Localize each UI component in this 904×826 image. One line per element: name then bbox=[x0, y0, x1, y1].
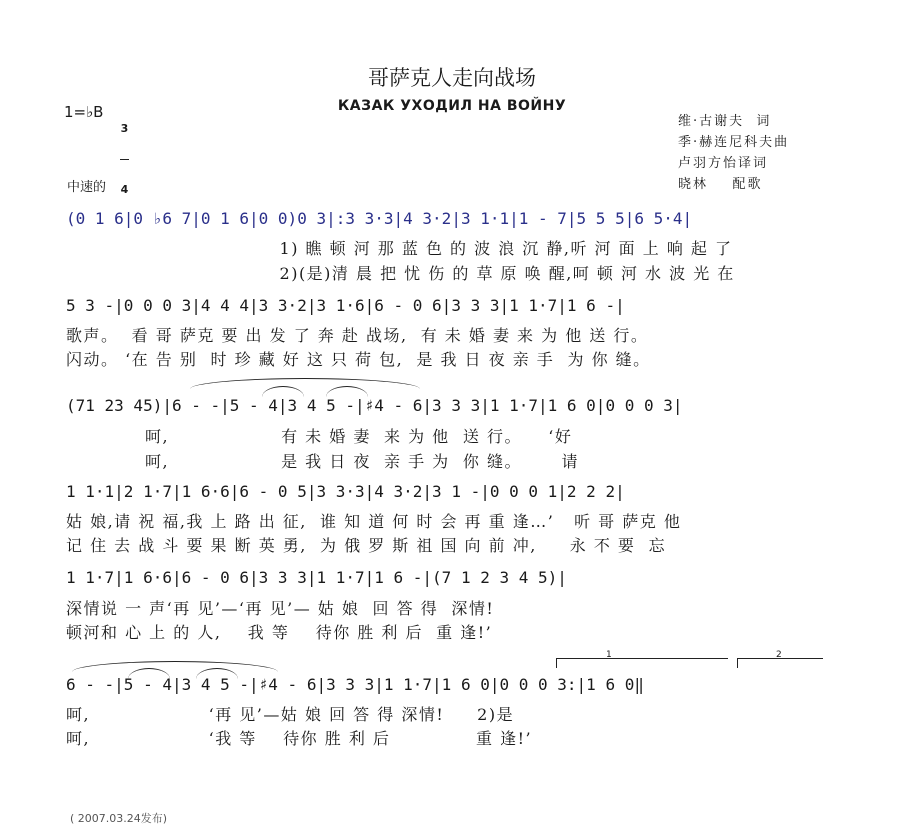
lyric-line-2-verse-2: 闪动。 ‘在 告 别 时 珍 藏 好 这 只 荷 包, 是 我 日 夜 亲 手 为 你 缝。 bbox=[66, 350, 651, 369]
publish-date-footer: ( 2007.03.24发布) bbox=[70, 812, 168, 825]
notation-line-3: (71 23 45)|6 - -|5 - 4|3 4 5 -|♯4 - 6|3 3 3|1 1·7|1 6 0|0 0 0 3| bbox=[66, 396, 683, 415]
time-signature bbox=[120, 99, 129, 208]
lyric-line-5-verse-1: 深情说 一 声‘再 见’—‘再 见’— 姑 娘 回 答 得 深情! bbox=[66, 599, 495, 618]
lyric-line-3-verse-2: 呵, 是 我 日 夜 亲 手 为 你 缝。 请 bbox=[66, 452, 579, 471]
tempo-marking: 中速的 bbox=[67, 180, 107, 195]
lyric-line-4-verse-2: 记 住 去 战 斗 要 果 断 英 勇, 为 俄 罗 斯 祖 国 向 前 冲, 永 不 要 忘 bbox=[66, 536, 667, 555]
credit-arranger: 晓林 配歌 bbox=[678, 177, 763, 192]
lyric-line-6-verse-2: 呵, ‘我 等 待你 胜 利 后 重 逢!’ bbox=[66, 729, 533, 748]
notation-line-2: 5 3 -|0 0 0 3|4 4 4|3 3·2|3 1·6|6 - 0 6|3 3 3|1 1·7|1 6 -| bbox=[66, 296, 625, 315]
time-signature-top: 3 bbox=[120, 122, 129, 135]
credit-lyricist: 维·古谢夫 词 bbox=[678, 114, 772, 129]
notation-line-1: (0 1 6|0 ♭6 7|0 1 6|0 0)0 3|:3 3·3|4 3·2|3 1·1|1 - 7|5 5 5|6 5·4| bbox=[66, 209, 693, 228]
lyric-line-3-verse-1: 呵, 有 未 婚 妻 来 为 他 送 行。 ‘好 bbox=[66, 427, 573, 446]
volta-number-2: 2 bbox=[776, 650, 782, 660]
song-title-chinese: 哥萨克人走向战场 bbox=[368, 66, 536, 90]
lyric-line-5-verse-2: 顿河和 心 上 的 人, 我 等 待你 胜 利 后 重 逢!’ bbox=[66, 623, 493, 642]
slur-line-6 bbox=[72, 661, 278, 672]
volta-number-1: 1 bbox=[606, 650, 612, 660]
lyric-line-2-verse-1: 歌声。 看 哥 萨克 要 出 发 了 奔 赴 战场, 有 未 婚 妻 来 为 他 送 行。 bbox=[66, 326, 649, 345]
notation-line-6: 6 - -|5 - 4|3 4 5 -|♯4 - 6|3 3 3|1 1·7|1 6 0|0 0 0 3:|1 6 0‖ bbox=[66, 675, 644, 694]
notation-line-5: 1 1·7|1 6·6|6 - 0 6|3 3 3|1 1·7|1 6 -|(7 1 2 3 4 5)| bbox=[66, 568, 567, 587]
credit-translator: 卢羽方怡译词 bbox=[678, 156, 769, 171]
time-signature-bottom: 4 bbox=[120, 183, 129, 196]
lyric-line-1-verse-1: 1) 瞧 顿 河 那 蓝 色 的 波 浪 沉 静,听 河 面 上 响 起 了 bbox=[240, 239, 733, 258]
song-title-russian: КАЗАК УХОДИЛ НА ВОЙНУ bbox=[337, 98, 567, 114]
key-signature: 1=♭B bbox=[64, 103, 104, 121]
notation-line-4: 1 1·1|2 1·7|1 6·6|6 - 0 5|3 3·3|4 3·2|3 1 -|0 0 0 1|2 2 2| bbox=[66, 482, 625, 501]
slur-line-3 bbox=[190, 378, 420, 389]
lyric-line-4-verse-1: 姑 娘,请 祝 福,我 上 路 出 征, 谁 知 道 何 时 会 再 重 逢…’ 听 哥 萨克 他 bbox=[66, 512, 682, 531]
lyric-line-6-verse-1: 呵, ‘再 见’—姑 娘 回 答 得 深情! 2)是 bbox=[66, 705, 515, 724]
lyric-line-1-verse-2: 2)(是)清 晨 把 忧 伤 的 草 原 唤 醒,呵 顿 河 水 波 光 在 bbox=[240, 264, 735, 283]
volta-bracket-1 bbox=[556, 658, 728, 659]
credit-composer: 季·赫连尼科夫曲 bbox=[678, 135, 790, 150]
volta-bracket-1-start bbox=[556, 658, 557, 668]
volta-bracket-2-start bbox=[737, 658, 738, 668]
